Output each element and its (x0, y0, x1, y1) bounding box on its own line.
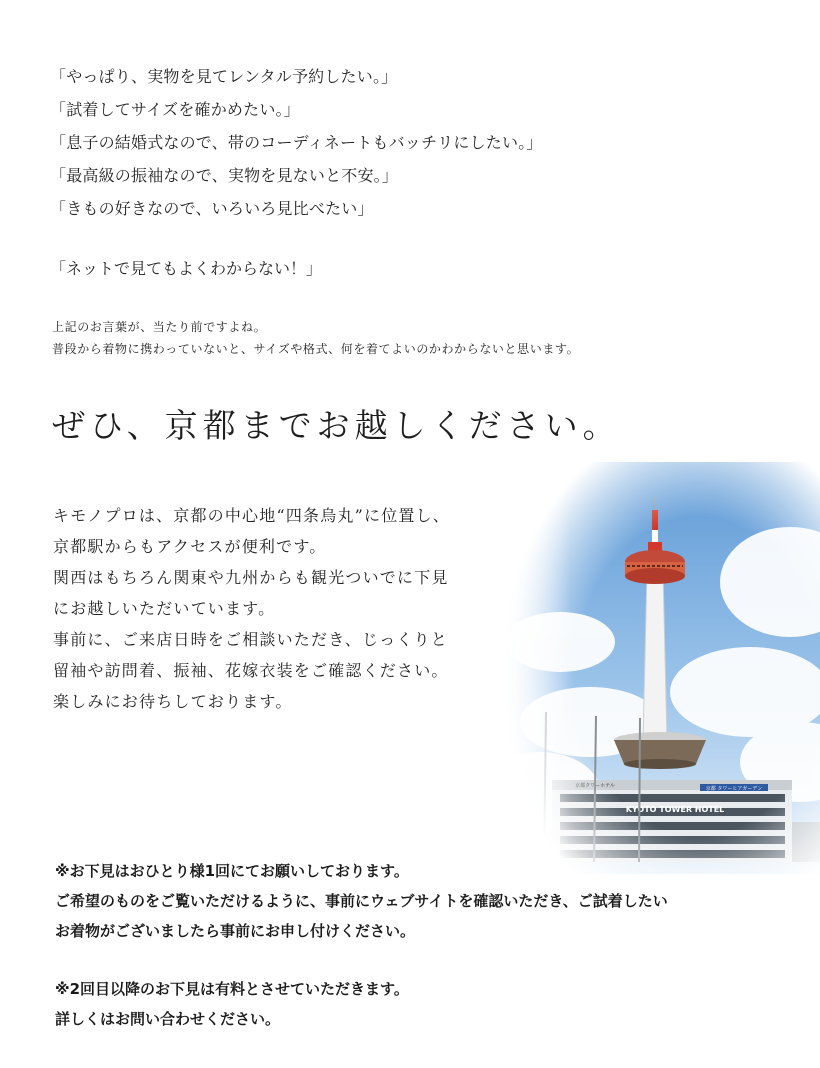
note-line: 詳しくはお問い合わせください。 (55, 1010, 281, 1028)
kyoto-tower-photo (500, 462, 820, 874)
intro-text (52, 319, 579, 363)
visit-notes (55, 860, 668, 1038)
note-line: お着物がございましたら事前にお申し付けください。 (55, 922, 416, 940)
intro-line: 上記のお言葉が、当たり前ですよね。 (52, 320, 267, 334)
description-line: 京都駅からもアクセスが便利です。 (53, 537, 327, 556)
note-line: ※お下見はおひとり様1回にてお願いしております。 (55, 862, 409, 880)
description-line: にお越しいただいています。 (53, 599, 276, 618)
description-line: 関西はもちろん関東や九州からも観光ついでに下見 (53, 568, 449, 587)
store-description (53, 505, 450, 722)
description-line: 留袖や訪問着、振袖、花嫁衣装をご確認ください。 (53, 661, 449, 680)
description-line: 事前に、ご来店日時をご相談いただき、じっくりと (53, 630, 448, 649)
description-line: 楽しみにお待ちしております。 (53, 692, 293, 711)
quote-item: 「息子の結婚式なので、帯のコーディネートもバッチリにしたい。」 (50, 133, 543, 152)
note-line: ご希望のものをご覧いただけるように、事前にウェブサイトを確認いただき、ご試着したい (55, 892, 668, 910)
quote-item: 「最高級の振袖なので、実物を見ないと不安。」 (50, 166, 399, 185)
customer-quotes-list (50, 66, 543, 231)
intro-line: 普段から着物に携わっていないと、サイズや格式、何を着てよいのかわからないと思います。 (52, 342, 580, 356)
note-line: ※2回目以降のお下見は有料とさせていただきます。 (55, 980, 409, 998)
spacer (55, 950, 668, 978)
page-headline: ぜひ、京都までお越しください。 (52, 406, 621, 445)
quote-item: 「きもの好きなので、いろいろ見比べたい」 (50, 199, 374, 218)
quote-item: 「試着してサイズを確かめたい。」 (50, 100, 300, 119)
quote-item: 「やっぱり、実物を見てレンタル予約したい。」 (50, 67, 398, 86)
quote-net: 「ネットで見てもよくわからない！」 (50, 259, 323, 278)
description-line: キモノプロは、京都の中心地“四条烏丸”に位置し、 (53, 506, 450, 525)
